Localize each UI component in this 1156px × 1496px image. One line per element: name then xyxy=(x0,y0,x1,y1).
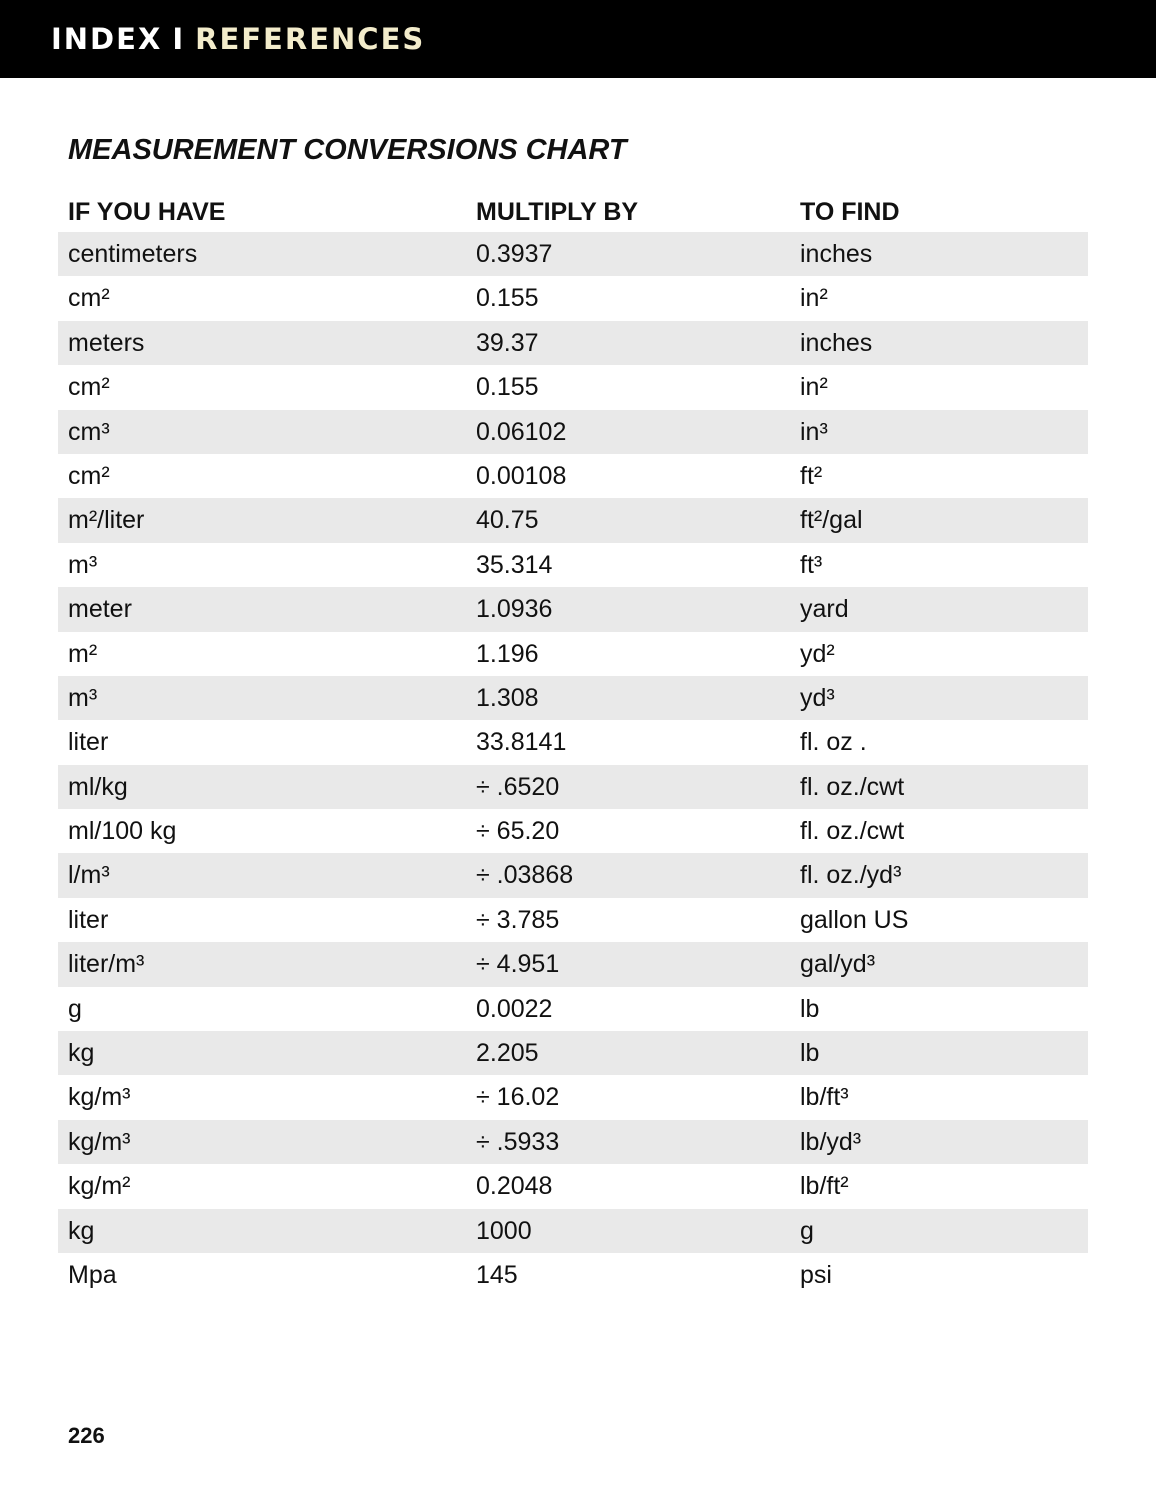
cell-to-unit: fl. oz . xyxy=(800,728,867,757)
cell-to-unit: lb/yd³ xyxy=(800,1127,862,1156)
cell-multiplier: 0.3937 xyxy=(476,240,553,268)
header-bar xyxy=(0,0,1156,78)
table-row xyxy=(58,809,1088,853)
cell-multiplier: 1.308 xyxy=(476,683,539,712)
table-header xyxy=(58,190,1088,232)
cell-from-unit: g xyxy=(68,994,82,1023)
column-header-if-you-have: IF YOU HAVE xyxy=(68,198,226,226)
cell-from-unit: m²/liter xyxy=(68,506,145,535)
cell-to-unit: lb/ft³ xyxy=(800,1083,849,1112)
cell-to-unit: in² xyxy=(800,373,828,402)
table-row xyxy=(58,1075,1088,1119)
column-header-to-find: TO FIND xyxy=(800,198,900,226)
cell-to-unit: fl. oz./cwt xyxy=(800,772,905,801)
cell-multiplier: ÷ 65.20 xyxy=(476,817,560,846)
cell-from-unit: m³ xyxy=(68,683,98,712)
cell-from-unit: centimeters xyxy=(68,240,198,268)
table-row xyxy=(58,1209,1088,1253)
table-row xyxy=(58,987,1088,1031)
column-header-multiply-by: MULTIPLY BY xyxy=(476,198,639,226)
page-title: MEASUREMENT CONVERSIONS CHART xyxy=(68,134,627,166)
cell-to-unit: g xyxy=(800,1216,814,1245)
cell-to-unit: gal/yd³ xyxy=(800,950,876,979)
cell-multiplier: 145 xyxy=(476,1260,518,1289)
cell-multiplier: 33.8141 xyxy=(476,728,567,757)
cell-from-unit: kg/m² xyxy=(68,1172,131,1201)
table-row xyxy=(58,765,1088,809)
header-separator: I xyxy=(172,22,186,56)
table-row xyxy=(58,1031,1088,1075)
cell-to-unit: inches xyxy=(800,240,873,268)
cell-from-unit: kg xyxy=(68,1216,95,1245)
cell-multiplier: ÷ .5933 xyxy=(476,1127,560,1156)
cell-from-unit: liter xyxy=(68,905,109,934)
cell-multiplier: ÷ 4.951 xyxy=(476,950,560,979)
cell-from-unit: cm² xyxy=(68,461,110,490)
cell-to-unit: yard xyxy=(800,595,849,624)
cell-from-unit: meter xyxy=(68,595,132,624)
header-index-label: INDEX xyxy=(51,22,163,56)
cell-to-unit: psi xyxy=(800,1260,832,1289)
cell-from-unit: kg/m³ xyxy=(68,1083,131,1112)
table-row xyxy=(58,942,1088,986)
cell-from-unit: kg/m³ xyxy=(68,1127,131,1156)
cell-multiplier: 0.0022 xyxy=(476,994,553,1023)
cell-to-unit: lb xyxy=(800,1039,820,1068)
cell-multiplier: 1000 xyxy=(476,1216,532,1245)
cell-to-unit: yd² xyxy=(800,639,835,668)
cell-to-unit: yd³ xyxy=(800,683,835,712)
header-title xyxy=(51,19,425,59)
cell-from-unit: Mpa xyxy=(68,1260,117,1289)
cell-multiplier: ÷ .03868 xyxy=(476,861,574,890)
cell-from-unit: cm² xyxy=(68,284,110,313)
cell-from-unit: m² xyxy=(68,639,98,668)
cell-from-unit: liter/m³ xyxy=(68,950,145,979)
table-row xyxy=(58,676,1088,720)
cell-to-unit: ft²/gal xyxy=(800,506,863,535)
cell-to-unit: lb/ft² xyxy=(800,1172,849,1201)
cell-to-unit: in³ xyxy=(800,417,828,446)
page-number: 226 xyxy=(68,1423,105,1448)
cell-to-unit: lb xyxy=(800,994,820,1023)
cell-to-unit: fl. oz./cwt xyxy=(800,817,905,846)
cell-multiplier: 0.06102 xyxy=(476,417,567,446)
cell-multiplier: 40.75 xyxy=(476,506,539,535)
cell-multiplier: 0.00108 xyxy=(476,461,567,490)
table-row xyxy=(58,853,1088,897)
header-section-label: REFERENCES xyxy=(195,22,426,56)
table-row xyxy=(58,632,1088,676)
cell-from-unit: cm² xyxy=(68,373,110,402)
cell-multiplier: ÷ 16.02 xyxy=(476,1083,560,1112)
table-row xyxy=(58,454,1088,498)
table-row xyxy=(58,410,1088,454)
cell-multiplier: 1.0936 xyxy=(476,595,553,624)
table-row xyxy=(58,276,1088,320)
cell-to-unit: inches xyxy=(800,328,873,357)
cell-multiplier: 1.196 xyxy=(476,639,539,668)
cell-from-unit: cm³ xyxy=(68,417,110,446)
table-row xyxy=(58,321,1088,365)
cell-to-unit: ft² xyxy=(800,461,823,490)
table-row xyxy=(58,1164,1088,1208)
table-row xyxy=(58,720,1088,764)
cell-from-unit: kg xyxy=(68,1039,95,1068)
cell-multiplier: 0.2048 xyxy=(476,1172,553,1201)
cell-multiplier: ÷ .6520 xyxy=(476,772,560,801)
cell-multiplier: 35.314 xyxy=(476,550,553,579)
cell-from-unit: ml/100 kg xyxy=(68,817,177,846)
cell-to-unit: in² xyxy=(800,284,828,313)
cell-to-unit: fl. oz./yd³ xyxy=(800,861,902,890)
cell-to-unit: gallon US xyxy=(800,905,909,934)
cell-multiplier: 39.37 xyxy=(476,328,539,357)
cell-from-unit: liter xyxy=(68,728,109,757)
cell-multiplier: 2.205 xyxy=(476,1039,539,1068)
table-row xyxy=(58,498,1088,542)
cell-multiplier: 0.155 xyxy=(476,373,539,402)
table-row xyxy=(58,587,1088,631)
cell-from-unit: meters xyxy=(68,328,145,357)
conversion-table xyxy=(58,190,1088,1297)
cell-multiplier: ÷ 3.785 xyxy=(476,905,560,934)
cell-from-unit: m³ xyxy=(68,550,98,579)
cell-from-unit: l/m³ xyxy=(68,861,110,890)
table-row xyxy=(58,232,1088,276)
table-row xyxy=(58,543,1088,587)
cell-to-unit: ft³ xyxy=(800,550,823,579)
table-row xyxy=(58,898,1088,942)
table-row xyxy=(58,1120,1088,1164)
table-row xyxy=(58,1253,1088,1297)
table-row xyxy=(58,365,1088,409)
table-body xyxy=(58,232,1088,1297)
cell-multiplier: 0.155 xyxy=(476,284,539,313)
cell-from-unit: ml/kg xyxy=(68,772,128,801)
